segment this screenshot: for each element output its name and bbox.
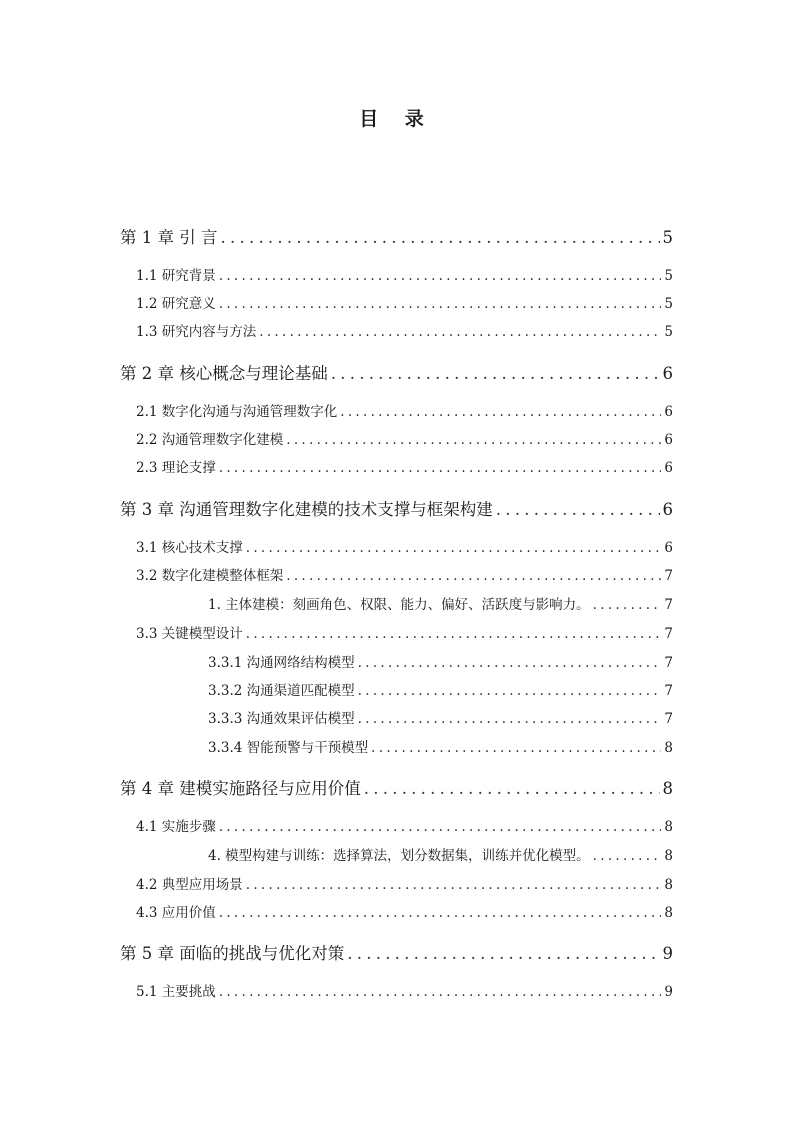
toc-entry-title: 3.3.4 智能预警与干预模型: [208, 740, 369, 756]
dot-leader: [358, 711, 662, 727]
dot-leader: [220, 228, 659, 247]
toc-entry-page-number: 8: [664, 848, 673, 864]
toc-entry-page-number: 5: [664, 296, 673, 312]
toc-entry[interactable]: [136, 428, 673, 448]
toc-title: 目 录: [359, 108, 434, 130]
dot-leader: [219, 296, 662, 312]
dot-leader: [347, 944, 659, 963]
dot-leader: [219, 268, 662, 284]
dot-leader: [340, 404, 661, 420]
toc-entry[interactable]: [136, 815, 673, 835]
toc-entry-page-number: 5: [664, 268, 673, 284]
toc-entry[interactable]: [136, 536, 673, 556]
toc-entry-title: 2.2 沟通管理数字化建模: [136, 432, 284, 448]
toc-entry[interactable]: [136, 320, 673, 340]
toc-entry[interactable]: [120, 775, 673, 799]
dot-leader: [219, 819, 662, 835]
toc-entry-title: 第 5 章 面临的挑战与优化对策: [120, 944, 345, 963]
toc-entry-title: 3.2 数字化建模整体框架: [136, 568, 284, 584]
toc-entry-page-number: 6: [662, 364, 673, 383]
dot-leader: [286, 568, 661, 584]
toc-entry-page-number: 6: [664, 460, 673, 476]
toc-entry-title: 4.1 实施步骤: [136, 819, 216, 835]
toc-entry-title: 第 4 章 建模实施路径与应用价值: [120, 779, 361, 798]
dot-leader: [331, 364, 660, 383]
dot-leader: [219, 460, 662, 476]
toc-entry-title: 3.3 关键模型设计: [136, 626, 243, 642]
dot-leader: [593, 597, 662, 613]
toc-entry-page-number: 7: [664, 683, 673, 699]
dot-leader: [496, 500, 660, 519]
dot-leader: [593, 848, 662, 864]
toc-entry-page-number: 5: [664, 324, 673, 340]
toc-entry[interactable]: [136, 292, 673, 312]
toc-entry-title: 3.1 核心技术支撑: [136, 540, 243, 556]
toc-entry-title: 3.3.3 沟通效果评估模型: [208, 711, 355, 727]
toc-entry-title: 3.3.1 沟通网络结构模型: [208, 655, 355, 671]
dot-leader: [219, 905, 662, 921]
toc-entry-title: 4. 模型构建与训练：选择算法，划分数据集，训练并优化模型。: [208, 848, 590, 864]
dot-leader: [219, 984, 662, 1000]
toc-entry-title: 1.2 研究意义: [136, 296, 216, 312]
toc-entry[interactable]: [136, 622, 673, 642]
toc-entry[interactable]: [136, 873, 673, 893]
dot-leader: [246, 540, 662, 556]
dot-leader: [358, 683, 662, 699]
toc-entry-title: 5.1 主要挑战: [136, 984, 216, 1000]
toc-entry[interactable]: [120, 360, 673, 384]
toc-entry[interactable]: [136, 980, 673, 1000]
toc-entry[interactable]: [136, 456, 673, 476]
dot-leader: [259, 324, 661, 340]
toc-entry-title: 第 2 章 核心概念与理论基础: [120, 364, 328, 383]
toc-entry-page-number: 6: [664, 404, 673, 420]
toc-entry[interactable]: [120, 940, 673, 964]
toc-entry-page-number: 8: [664, 877, 673, 893]
toc-entry-title: 3.3.2 沟通渠道匹配模型: [208, 683, 355, 699]
toc-entry-title: 1.3 研究内容与方法: [136, 324, 257, 340]
toc-entry[interactable]: [208, 736, 673, 756]
toc-entry-title: 2.1 数字化沟通与沟通管理数字化: [136, 404, 338, 420]
toc-entry[interactable]: [136, 400, 673, 420]
dot-leader: [371, 740, 661, 756]
toc-entry-page-number: 7: [664, 568, 673, 584]
toc-entry[interactable]: [208, 844, 673, 864]
toc-entry-title: 4.3 应用价值: [136, 905, 216, 921]
toc-entry-page-number: 6: [664, 432, 673, 448]
toc-entry-page-number: 7: [664, 655, 673, 671]
toc-entry-page-number: 5: [662, 228, 673, 247]
toc-entry-page-number: 7: [664, 711, 673, 727]
toc-entry-page-number: 7: [664, 626, 673, 642]
toc-entry[interactable]: [208, 593, 673, 613]
toc-entry-page-number: 6: [664, 540, 673, 556]
toc-entry[interactable]: [208, 707, 673, 727]
dot-leader: [364, 779, 660, 798]
dot-leader: [358, 655, 662, 671]
toc-entry-page-number: 9: [662, 944, 673, 963]
toc-entry-page-number: 8: [664, 740, 673, 756]
toc-entry-title: 第 3 章 沟通管理数字化建模的技术支撑与框架构建: [120, 500, 493, 519]
toc-entry[interactable]: [136, 264, 673, 284]
toc-entry-page-number: 8: [664, 819, 673, 835]
toc-entry-page-number: 8: [662, 779, 673, 798]
dot-leader: [246, 877, 662, 893]
toc-entry[interactable]: [136, 564, 673, 584]
toc-entry[interactable]: [120, 224, 673, 248]
dot-leader: [286, 432, 661, 448]
toc-entry-title: 1.1 研究背景: [136, 268, 216, 284]
toc-entry-title: 4.2 典型应用场景: [136, 877, 243, 893]
dot-leader: [246, 626, 662, 642]
toc-entry[interactable]: [120, 496, 673, 520]
toc-entry-title: 第 1 章 引 言: [120, 228, 218, 247]
toc-entry-page-number: 6: [662, 500, 673, 519]
toc-entry[interactable]: [136, 901, 673, 921]
toc-entry-page-number: 8: [664, 905, 673, 921]
toc-entry[interactable]: [208, 651, 673, 671]
toc-entry-page-number: 9: [664, 984, 673, 1000]
toc-entry[interactable]: [208, 679, 673, 699]
toc-entry-page-number: 7: [664, 597, 673, 613]
toc-entry-title: 2.3 理论支撑: [136, 460, 216, 476]
toc-entry-title: 1. 主体建模：刻画角色、权限、能力、偏好、活跃度与影响力。: [208, 597, 590, 613]
